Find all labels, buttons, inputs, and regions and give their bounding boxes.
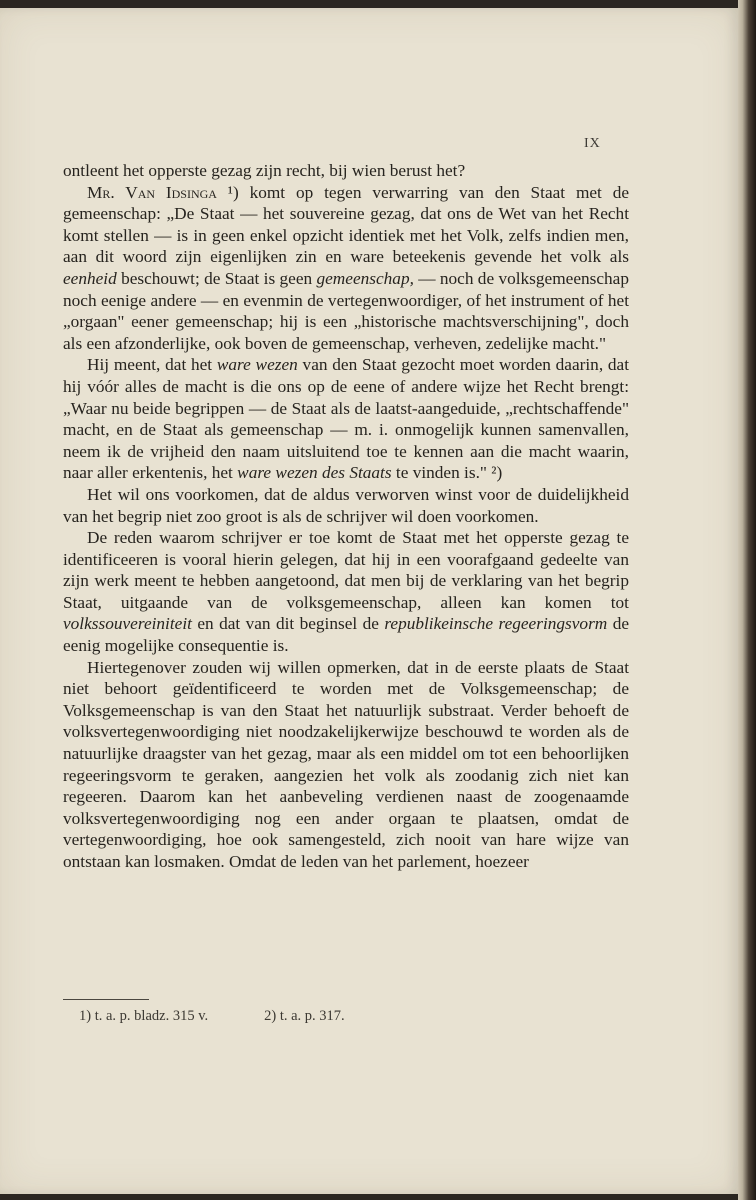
paragraph <box>63 484 629 527</box>
text-run: Het wil ons voorkomen, dat de aldus verworven winst voor de duidelijkheid van het begrip niet zoo groot is als de schrijver wil doen voorkomen. <box>63 484 629 526</box>
author-name: Mr. Van Idsinga <box>87 182 217 202</box>
text-run: de eenig mogelijke consequentie is. <box>63 614 629 656</box>
text-run: Hiertegenover zouden wij willen opmerken, dat in de eerste plaats de Staat niet behoort geïdentificeerd te worden met de Volksgemeenschap; de Volksgemeenschap is van den Staat het natuurlijk substraat. Verder behoeft de volksvertegenwoordiging niet noodzakelijkerwijze beschouwd te worden als de natuurlijke draagster van het gezag, maar als een middel om tot een behoorlijken regeeringsvorm te geraken, aangezien het volk als zoodanig zich niet kan regeeren. Daarom kan het aanbeveling verdienen naast de zoogenaamde volksvertegenwoordiging nog een ander orgaan te plaatsen, omdat de vertegenwoordiging, hoe ook samengesteld, zich nooit van hare wijze van ontstaan kan losmaken. Omdat de leden van het parlement, hoezeer <box>63 657 629 871</box>
page-number: IX <box>584 136 601 151</box>
italic-text: ware wezen <box>216 355 298 375</box>
italic-text: republikeinsche regeeringsvorm <box>384 614 608 634</box>
text-run: en dat van dit beginsel de <box>191 614 385 634</box>
footnote-divider <box>63 999 149 1000</box>
paragraph <box>63 354 629 484</box>
italic-text: gemeenschap, <box>316 268 414 288</box>
text-run: Hij meent, dat het <box>87 355 217 375</box>
italic-text: ware wezen des Staats <box>237 463 392 483</box>
footnote-1: 1) t. a. p. bladz. 315 v. <box>79 1008 209 1024</box>
italic-text: eenheid <box>63 268 117 288</box>
footnotes <box>79 1008 345 1025</box>
text-run: te vinden is." ²) <box>391 463 503 483</box>
book-page <box>0 8 738 1194</box>
text-run: ontleent het opperste gezag zijn recht, bij wien berust het? <box>63 161 466 180</box>
footnote-2: 2) t. a. p. 317. <box>264 1008 345 1024</box>
body-text <box>63 160 629 873</box>
paragraph <box>63 160 629 182</box>
text-run: beschouwt; de Staat is geen <box>116 268 317 288</box>
text-run: ¹) komt op tegen verwarring van den Staat met de gemeenschap: „De Staat — het souvereine gezag, dat ons de Wet van het Recht komt stellen — is in geen enkel opzicht identiek met het Volk, zelfs indien men, aan dit woord zijn eigenlijken zin en ware beteekenis gevende het volk als <box>63 182 630 267</box>
text-run: van den Staat gezocht moet worden daarin, dat hij vóór alles de macht is die ons op de eene of andere wijze het Recht brengt: „Waar nu beide begrippen — de Staat als de laatst-aangeduide, „rechtschaffende" macht, en de Staat als gemeenschap — m. i. onmogelijk kunnen samenvallen, neem ik de vrijheid den naam uitsluitend toe te kennen aan die macht waarin, naar aller erkentenis, het <box>63 355 630 483</box>
book-binding-edge <box>738 0 756 1200</box>
text-run: De reden waarom schrijver er toe komt de Staat met het opperste gezag te identificeeren is vooral hierin gelegen, dat hij in een voorafgaand gedeelte van zijn werk meent te hebben aangetoond, dat men bij de verklaring van het begrip Staat, uitgaande van de volksgemeenschap, alleen kan komen tot <box>63 528 629 612</box>
paragraph <box>63 527 629 657</box>
paragraph <box>63 657 629 873</box>
italic-text: volkssouvereiniteit <box>63 614 192 634</box>
paragraph <box>63 182 629 355</box>
text-run: — noch de volksgemeenschap noch eenige andere — en evenmin de vertegenwoordiger, of het instrument of het „orgaan" eener gemeenschap; hij is een „historische machtsverschijning", doch als een afzonderlijke, ook boven de gemeenschap, verheven, zedelijke macht." <box>63 268 629 353</box>
